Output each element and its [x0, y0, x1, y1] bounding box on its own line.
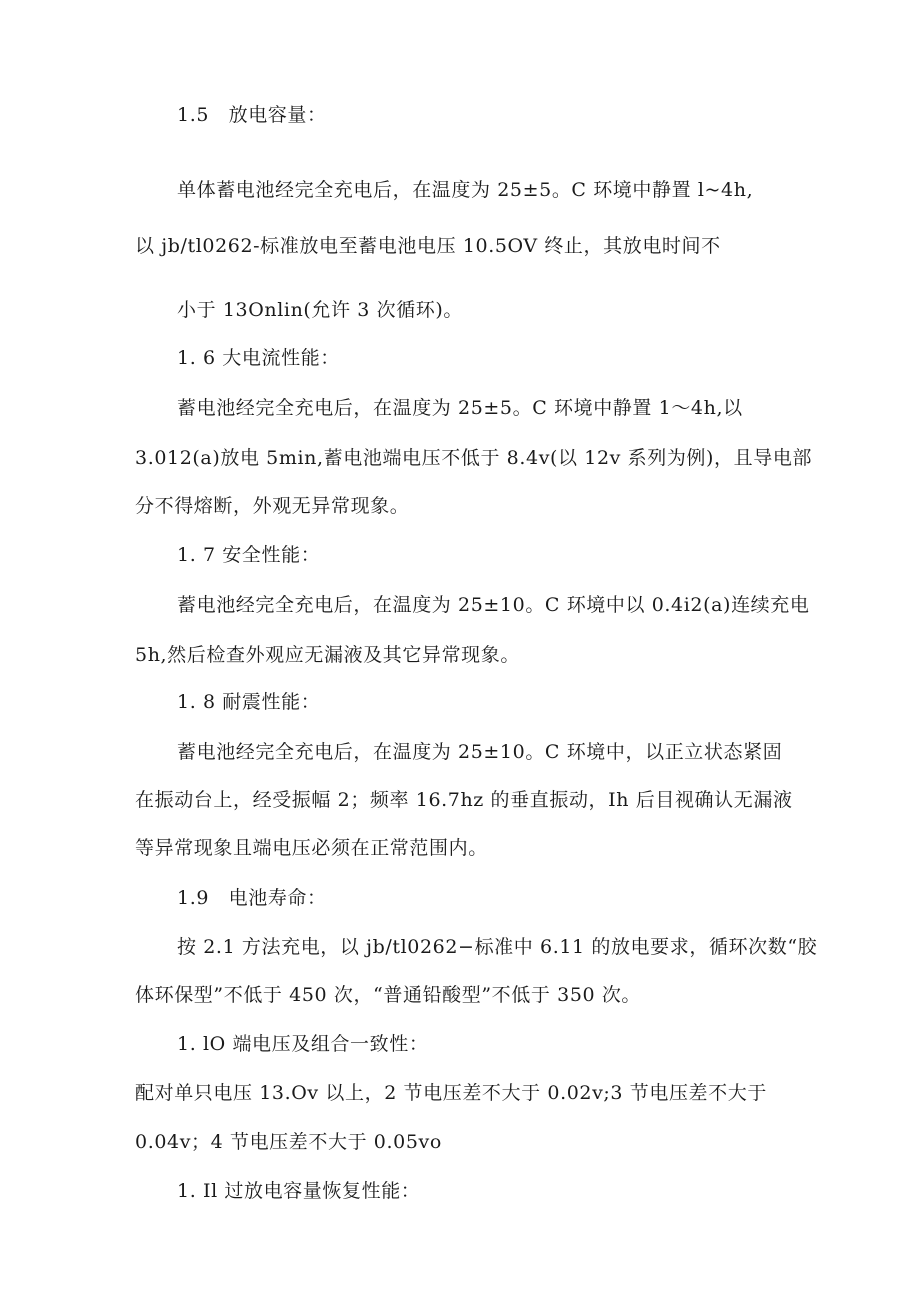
- paragraph-line: 3.012(a)放电 5min,蓄电池端电压不低于 8.4v(以 12v 系列为例)，且导电部: [135, 447, 813, 469]
- section-heading-over-discharge-recovery: 1. Il 过放电容量恢复性能：: [177, 1180, 421, 1202]
- paragraph-line: 按 2.1 方法充电，以 jb∕tl0262−标准中 6.11 的放电要求，循环次数“胶: [177, 936, 818, 958]
- paragraph-line: 等异常现象且端电压必须在正常范围内。: [135, 837, 488, 859]
- section-heading-high-current: 1. 6 大电流性能：: [177, 347, 340, 369]
- paragraph-line: 0.04v；4 节电压差不大于 0.05vo: [135, 1131, 442, 1153]
- paragraph-line: 单体蓄电池经完全充电后，在温度为 25±5。C 环境中静置 l~4h,: [177, 179, 754, 201]
- section-heading-battery-life: 1.9 电池寿命：: [177, 887, 327, 909]
- paragraph-line: 在振动台上，经受振幅 2；频率 16.7hz 的垂直振动，Ih 后目视确认无漏液: [135, 789, 793, 811]
- paragraph-line: 蓄电池经完全充电后，在温度为 25±10。C 环境中，以正立状态紧固: [177, 741, 783, 763]
- paragraph-line: 体环保型”不低于 450 次，“普通铅酸型”不低于 350 次。: [135, 984, 642, 1006]
- section-heading-vibration: 1. 8 耐震性能：: [177, 691, 321, 713]
- paragraph-line: 分不得熔断，外观无异常现象。: [135, 495, 410, 517]
- section-heading-voltage-consistency: 1. lO 端电压及组合一致性：: [177, 1033, 429, 1055]
- paragraph-line: 小于 13Onlin(允许 3 次循环)。: [177, 299, 464, 321]
- paragraph-line: 蓄电池经完全充电后，在温度为 25±5。C 环境中静置 1～4h,以: [177, 397, 743, 419]
- paragraph-line: 以 jb∕tl0262-标准放电至蓄电池电压 10.5OV 终止，其放电时间不: [135, 235, 721, 257]
- paragraph-line: 配对单只电压 13.Ov 以上，2 节电压差不大于 0.02v;3 节电压差不大于: [135, 1082, 767, 1104]
- paragraph-line: 蓄电池经完全充电后，在温度为 25±10。C 环境中以 0.4i2(a)连续充电: [177, 594, 810, 616]
- section-heading-safety: 1. 7 安全性能：: [177, 544, 321, 566]
- section-heading-discharge-capacity: 1.5 放电容量：: [177, 104, 327, 126]
- paragraph-line: 5h,然后检查外观应无漏液及其它异常现象。: [135, 644, 520, 666]
